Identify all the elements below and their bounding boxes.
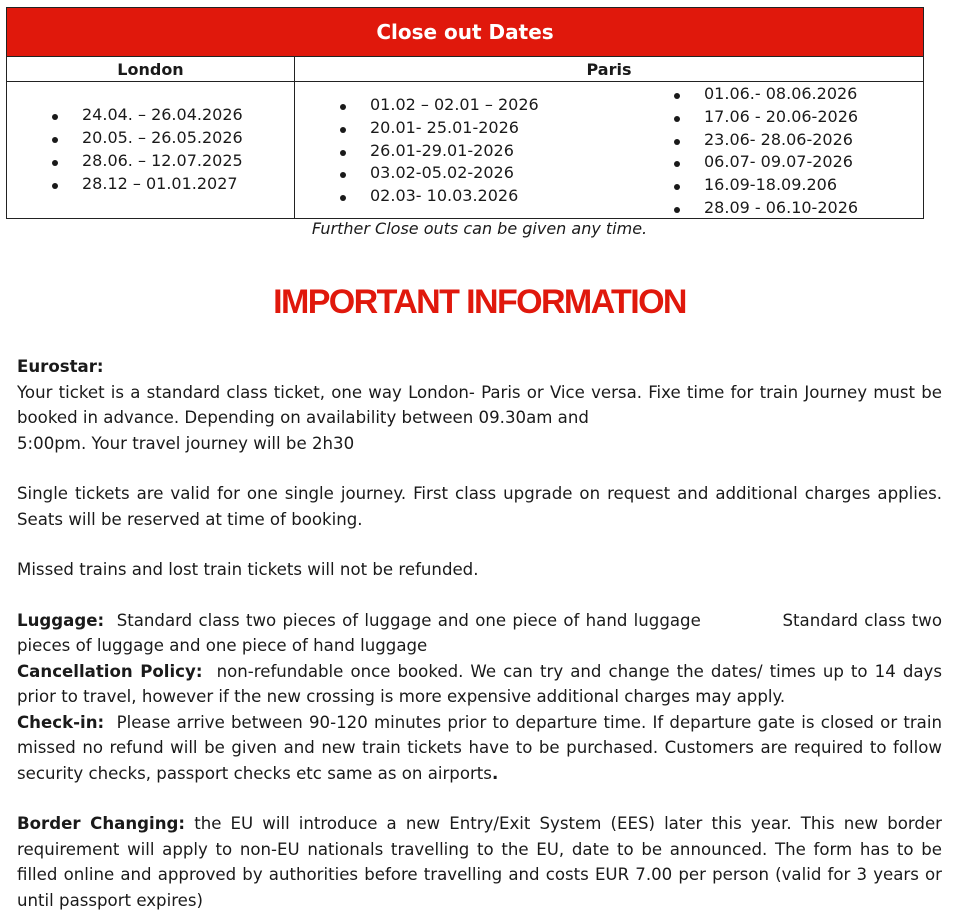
checkin-paragraph	[17, 710, 942, 787]
paris-date-item: 06.07- 09.07-2026	[629, 151, 858, 174]
eurostar-text: Your ticket is a standard class ticket, one way London- Paris or Vice versa. Fixe time for train Journey must be booked in advance. Depending on availability between 09.30am and	[17, 382, 942, 427]
paris-date-item: 26.01-29.01-2026	[295, 140, 539, 163]
eurostar-heading: Eurostar:	[17, 357, 104, 376]
london-dates-cell	[7, 82, 295, 218]
cancellation-text: non-refundable once booked. We can try and change the dates/ times up to 14 days prior to travel, however if the new crossing is more expensive additional charges may apply.	[17, 661, 942, 706]
border-label: Border Changing:	[17, 814, 186, 833]
london-header: London	[7, 57, 295, 81]
close-out-title: Close out Dates	[7, 8, 923, 57]
paris-date-item: 01.06.- 08.06.2026	[629, 83, 858, 106]
close-out-table	[6, 7, 924, 219]
paris-date-list-2	[629, 83, 858, 220]
paris-date-item: 01.02 – 02.01 – 2026	[295, 94, 539, 117]
london-date-item: 24.04. – 26.04.2026	[7, 104, 243, 127]
cancellation-label: Cancellation Policy:	[17, 661, 203, 681]
london-date-item: 28.06. – 12.07.2025	[7, 150, 243, 173]
important-information-title: IMPORTANT INFORMATION	[273, 283, 686, 321]
london-date-item: 20.05. – 26.05.2026	[7, 127, 243, 150]
close-out-note: Further Close outs can be given any time.	[311, 219, 648, 238]
luggage-paragraph	[17, 608, 942, 659]
checkin-end: .	[491, 763, 499, 783]
paris-date-item: 28.09 - 06.10-2026	[629, 197, 858, 220]
border-paragraph	[17, 811, 942, 913]
luggage-text-repeat: Standard class two pieces of luggage and one piece of hand luggage	[17, 610, 942, 655]
paris-date-item: 16.09-18.09.206	[629, 174, 858, 197]
luggage-text: Standard class two pieces of luggage and one piece of hand luggage	[116, 610, 701, 630]
checkin-text: Please arrive between 90-120 minutes prior to departure time. If departure gate is closed or train missed no refund will be given and new train tickets have to be purchased. Customers are required to follow security checks, passport checks etc same as on airports	[17, 712, 942, 783]
border-text: the EU will introduce a new Entry/Exit System (EES) later this year. This new border requirement will apply to non-EU nationals travelling to the EU, date to be announced. The form has to be filled online and approved by authorities before travelling and costs EUR 7.00 per person (valid for 3 years or until passport expires)	[17, 814, 942, 910]
london-date-list	[7, 104, 243, 195]
information-body	[17, 354, 942, 913]
paris-date-list-1	[295, 94, 539, 208]
paris-date-item: 23.06- 28.06-2026	[629, 129, 858, 152]
london-date-item: 28.12 – 01.01.2027	[7, 173, 243, 196]
city-header-row	[7, 57, 923, 82]
eurostar-text-2: 5:00pm. Your travel journey will be 2h30	[17, 433, 355, 453]
paris-date-item: 17.06 - 20.06-2026	[629, 106, 858, 129]
single-tickets-text: Single tickets are valid for one single journey. First class upgrade on request and additional charges applies. Seats will be reserved at time of booking.	[17, 484, 942, 529]
luggage-label: Luggage:	[17, 610, 105, 630]
paris-date-item: 02.03- 10.03.2026	[295, 185, 539, 208]
missed-trains-text: Missed trains and lost train tickets will not be refunded.	[17, 560, 479, 579]
paris-date-item: 20.01- 25.01-2026	[295, 117, 539, 140]
paris-date-item: 03.02-05.02-2026	[295, 162, 539, 185]
dates-row	[7, 82, 923, 218]
paris-dates-cell	[295, 82, 923, 218]
paris-header: Paris	[586, 59, 632, 79]
cancellation-paragraph	[17, 659, 942, 710]
checkin-label: Check-in:	[17, 712, 105, 732]
